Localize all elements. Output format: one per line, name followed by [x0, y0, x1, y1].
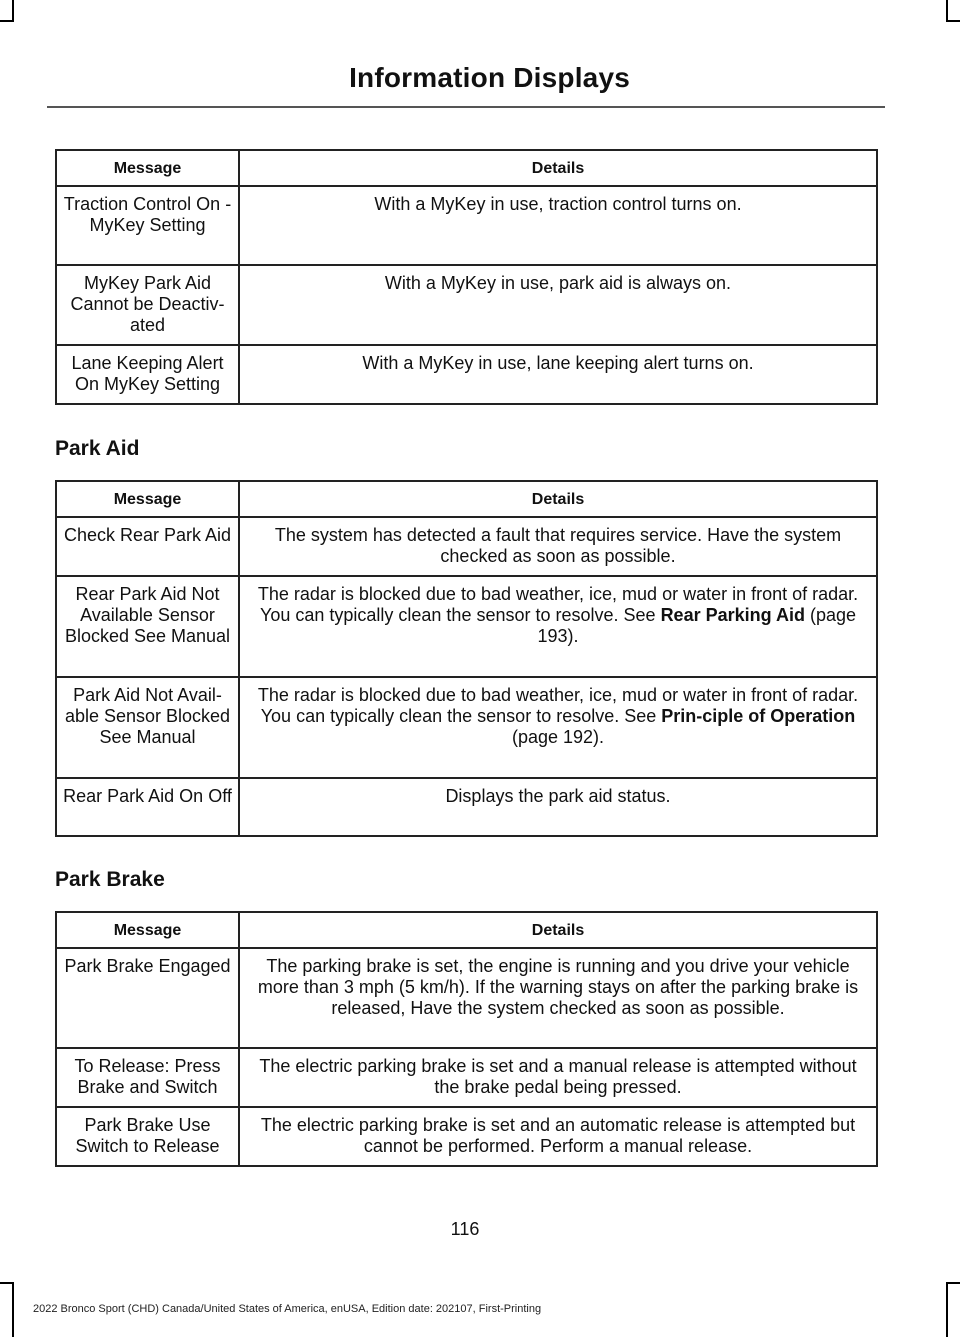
message-cell: Lane Keeping Alert On MyKey Setting: [56, 345, 239, 404]
edition-footer: 2022 Bronco Sport (CHD) Canada/United States of America, enUSA, Edition date: 202107, First-Printing: [33, 1303, 542, 1315]
table-row: [56, 345, 877, 404]
mykey-messages-table: [55, 149, 878, 405]
details-cell: Displays the park aid status.: [239, 778, 877, 836]
cross-reference-link[interactable]: Rear Parking Aid: [660, 605, 805, 625]
crop-mark: [946, 1282, 960, 1284]
crop-mark: [12, 1282, 14, 1337]
table-header-row: [56, 481, 877, 517]
table-row: [56, 186, 877, 265]
message-cell: Park Brake Engaged: [56, 948, 239, 1048]
crop-mark: [946, 1282, 948, 1337]
message-cell: Rear Park Aid On Off: [56, 778, 239, 836]
page-title: Information Displays: [349, 62, 630, 93]
section-heading-park-brake: Park Brake: [55, 868, 165, 891]
crop-mark: [946, 0, 948, 22]
section-heading-park-aid: Park Aid: [55, 437, 140, 460]
park-brake-messages-table: [55, 911, 878, 1167]
details-text: The radar is blocked due to bad weather, ice, mud or water in front of radar. You can typically clean the sensor to resolve. See: [257, 584, 859, 625]
details-cell: The electric parking brake is set and a manual release is attempted without the brake pedal being pressed.: [239, 1048, 877, 1107]
crop-mark: [12, 0, 14, 22]
details-cell: With a MyKey in use, park aid is always on.: [239, 265, 877, 345]
details-cell: The electric parking brake is set and an automatic release is attempted but cannot be performed. Perform a manual release.: [239, 1107, 877, 1166]
message-cell: Rear Park Aid Not Available Sensor Blocked See Manual: [56, 576, 239, 677]
table-row: [56, 1107, 877, 1166]
details-cell: [239, 677, 877, 778]
table-row: [56, 1048, 877, 1107]
header-divider: [47, 106, 885, 108]
column-header-message: Message: [56, 912, 239, 948]
page-reference: (page 193).: [537, 605, 856, 646]
details-text: The radar is blocked due to bad weather, ice, mud or water in front of radar. You can typically clean the sensor to resolve. See: [257, 685, 859, 726]
table-row: [56, 778, 877, 836]
column-header-details: Details: [239, 912, 877, 948]
table-row: [56, 677, 877, 778]
message-cell: Park Aid Not Avail-able Sensor Blocked See Manual: [56, 677, 239, 778]
message-cell: Park Brake Use Switch to Release: [56, 1107, 239, 1166]
table-row: [56, 265, 877, 345]
message-cell: Check Rear Park Aid: [56, 517, 239, 576]
table-header-row: [56, 912, 877, 948]
cross-reference-link[interactable]: Prin-ciple of Operation: [661, 706, 856, 726]
details-cell: [239, 576, 877, 677]
crop-mark: [0, 1282, 14, 1284]
column-header-message: Message: [56, 150, 239, 186]
crop-mark: [0, 20, 14, 22]
page-reference: (page 192).: [511, 727, 605, 747]
message-cell: To Release: Press Brake and Switch: [56, 1048, 239, 1107]
message-cell: MyKey Park Aid Cannot be Deactiv-ated: [56, 265, 239, 345]
table-header-row: [56, 150, 877, 186]
column-header-details: Details: [239, 150, 877, 186]
column-header-message: Message: [56, 481, 239, 517]
details-cell: With a MyKey in use, lane keeping alert turns on.: [239, 345, 877, 404]
column-header-details: Details: [239, 481, 877, 517]
message-cell: Traction Control On - MyKey Setting: [56, 186, 239, 265]
details-cell: With a MyKey in use, traction control turns on.: [239, 186, 877, 265]
details-cell: The system has detected a fault that requires service. Have the system checked as soon as possible.: [239, 517, 877, 576]
park-aid-messages-table: [55, 480, 878, 837]
page-number: 116: [450, 1219, 480, 1239]
crop-mark: [946, 20, 960, 22]
details-cell: The parking brake is set, the engine is running and you drive your vehicle more than 3 mph (5 km/h). If the warning stays on after the parking brake is released, Have the system checked as soon as possible.: [239, 948, 877, 1048]
table-row: [56, 576, 877, 677]
table-row: [56, 517, 877, 576]
table-row: [56, 948, 877, 1048]
